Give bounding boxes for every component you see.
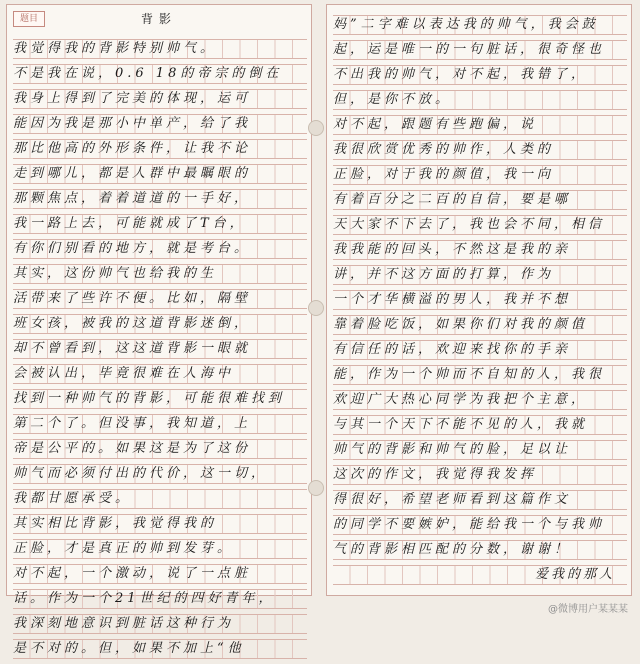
essay-line: 能，作为一个帅而不自知的人，我很 (333, 365, 627, 385)
essay-line: 其实，这份帅气也给我的生 (13, 264, 307, 284)
essay-line: 有信任的话，欢迎来找你的手亲 (333, 340, 627, 360)
essay-line: 话。作为一个21世纪的四好青年， (13, 589, 307, 609)
essay-line: 那比他高的外形条件，让我不论 (13, 139, 307, 159)
essay-line: 对不起，跟题有些跑偏，说 (333, 115, 627, 135)
essay-line: 走到哪儿，都是人群中最瞩眼的 (13, 164, 307, 184)
essay-line: 正脸，才是真正的帅到发芽。 (13, 539, 307, 559)
essay-line: 讲，并不这方面的打算，作为 (333, 265, 627, 285)
essay-line: 我都甘愿承受。 (13, 489, 307, 509)
essay-line: 我觉得我的背影特别帅气。 (13, 39, 307, 59)
essay-line: 能因为我是那小中单产，给了我 (13, 114, 307, 134)
essay-title: 背影 (140, 12, 177, 26)
essay-line: 一个才华横溢的男人，我并不想 (333, 290, 627, 310)
left-page (6, 4, 312, 656)
essay-line: 我我能的回头，不然这是我的亲 (333, 240, 627, 260)
right-lines (333, 15, 627, 590)
essay-line: 得很好，希望老师看到这篇作文 (333, 490, 627, 510)
essay-line: 帅气的背影和帅气的脸，足以让 (333, 440, 627, 460)
essay-line: 正脸，对于我的颜值，我一向 (333, 165, 627, 185)
essay-line: 会被认出，毕竟很难在人海中 (13, 364, 307, 384)
essay-line: 妈”二字难以表达我的帅气，我会鼓 (333, 15, 627, 35)
essay-line: 有你们别看的地方，就是考台。 (13, 239, 307, 259)
essay-line: 是不对的。但，如果不加上“他 (13, 639, 307, 659)
essay-line: 欢迎广大热心同学为我把个主意， (333, 390, 627, 410)
essay-line: 但，是你不放。 (333, 90, 627, 110)
binding-hole-icon (308, 120, 324, 136)
binding-hole-icon (308, 480, 324, 496)
essay-line: 对不起，一个激动，说了一点脏 (13, 564, 307, 584)
essay-line: 靠着脸吃饭，如果你们对我的颜值 (333, 315, 627, 335)
essay-line: 天大家不下去了，我也会不同，相信 (333, 215, 627, 235)
essay-line: 我一路上去，可能就成了T台， (13, 214, 307, 234)
essay-line: 其实相比背影，我觉得我的 (13, 514, 307, 534)
essay-line: 帅气而必须付出的代价，这一切， (13, 464, 307, 484)
essay-line: 我身上得到了完美的体现，运可 (13, 89, 307, 109)
essay-line: 活带来了些许不便。比如，隔壁 (13, 289, 307, 309)
binding-hole-icon (308, 300, 324, 316)
essay-line: 那颗焦点，着着道道的一手好， (13, 189, 307, 209)
essay-line: 我很欣赏优秀的帅作，人类的 (333, 140, 627, 160)
essay-line: 气的背影相匹配的分数，谢谢！ (333, 540, 627, 560)
signature: 爱我的那人 (333, 565, 627, 585)
essay-line: 的同学不要嫉妒，能给我一个与我帅 (333, 515, 627, 535)
essay-line: 不出我的帅气，对不起，我错了， (333, 65, 627, 85)
essay-line: 第二个了。但没事，我知道，上 (13, 414, 307, 434)
left-lines (13, 39, 307, 664)
title-tag: 题目 (13, 11, 45, 27)
essay-line: 这次的作文，我觉得我发挥 (333, 465, 627, 485)
essay-line: 却不曾看到，这这道背影一眼就 (13, 339, 307, 359)
right-page (326, 4, 632, 596)
essay-line: 与其一个天下不能不见的人，我就 (333, 415, 627, 435)
essay-line: 找到一种帅气的背影，可能很难找到 (13, 389, 307, 409)
watermark: @微博用户某某某 (548, 604, 628, 615)
essay-line: 有着百分之二百的自信，要是哪 (333, 190, 627, 210)
essay-line: 帝是公平的。如果这是为了这份 (13, 439, 307, 459)
essay-line: 班女孩，被我的这道背影迷倒， (13, 314, 307, 334)
essay-line: 起，运是唯一的一句脏话，很奇怪也 (333, 40, 627, 60)
essay-line: 我深刻地意识到脏话这种行为 (13, 614, 307, 634)
essay-line: 不是我在说，0.6 18的帝宗的倒在 (13, 64, 307, 84)
